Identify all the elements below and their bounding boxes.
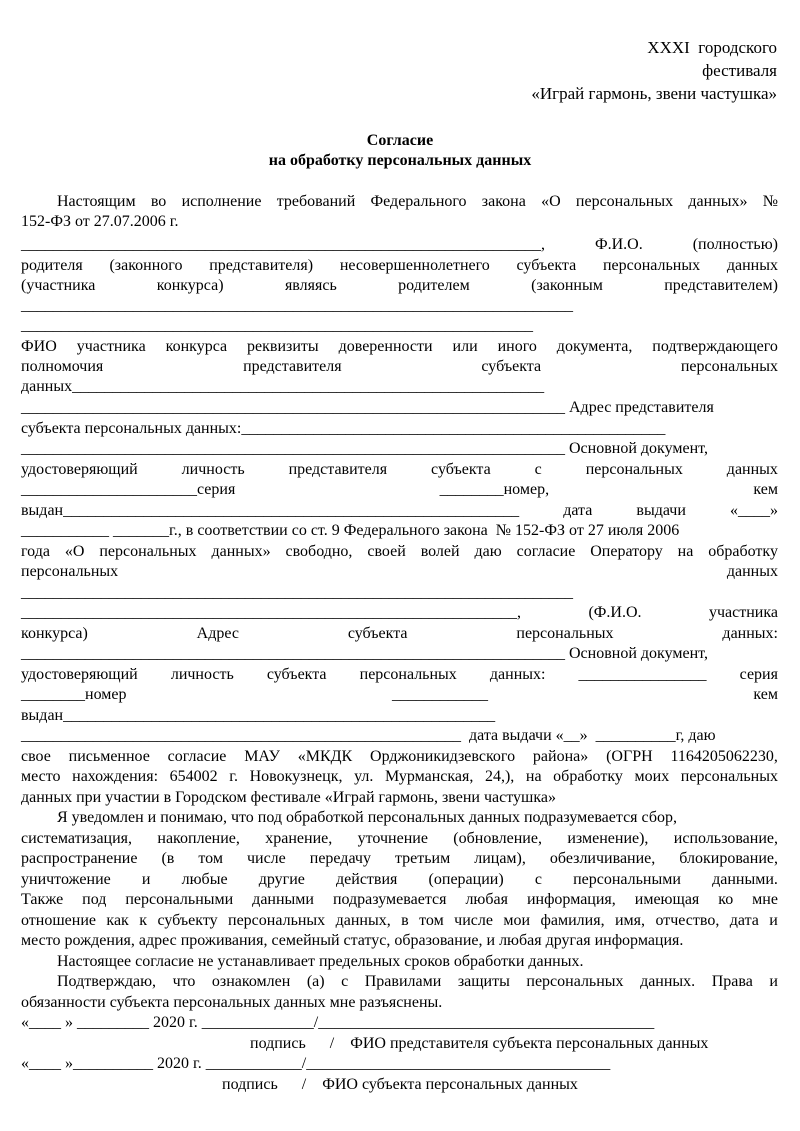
word: года — [21, 543, 50, 560]
word: документа, — [556, 338, 633, 355]
word: передачу — [309, 850, 371, 867]
word: выдачи — [636, 502, 686, 519]
word: свободно, — [285, 543, 353, 560]
word: персональных — [585, 461, 683, 478]
word: требований — [276, 193, 356, 210]
word: Правилами — [364, 973, 442, 990]
word: (Ф.И.О. — [588, 604, 642, 621]
word: ____________ — [391, 686, 488, 703]
word: данными — [252, 891, 314, 908]
word: полномочия — [21, 358, 104, 375]
word: «О — [541, 193, 561, 210]
word: персональных — [602, 257, 701, 274]
word: отношение — [21, 912, 96, 929]
word: реквизиты — [247, 338, 319, 355]
word: числе — [246, 850, 286, 867]
word: блокирование, — [679, 850, 778, 867]
word: ко — [718, 891, 734, 908]
word: третьим — [394, 850, 451, 867]
word: лицам), — [474, 850, 526, 867]
word: _________________________________________________________________, — [21, 236, 545, 253]
word: место — [21, 768, 61, 785]
word: и — [769, 912, 778, 929]
word: другие — [258, 871, 305, 888]
word: (в — [161, 850, 175, 867]
main-document-field: ____________________________________________________________________ Основной документ, — [21, 440, 708, 457]
word: подразумевается — [332, 891, 447, 908]
word: личность — [181, 461, 245, 478]
word: ФИО — [21, 338, 57, 355]
body-line: субъекта персональных данных:_____________________________________________________ — [21, 420, 666, 437]
word: фамилия, — [540, 912, 605, 929]
body-line — [21, 665, 778, 685]
festival-header-line-1: XXXI городского — [647, 38, 777, 57]
word: как — [106, 912, 129, 929]
word: конкурса — [165, 338, 228, 355]
word: данных: — [722, 625, 778, 642]
word: удостоверяющий — [21, 666, 138, 683]
word: ______________________серия — [21, 481, 236, 498]
word: участника — [708, 604, 778, 621]
word: являясь — [284, 277, 337, 294]
word: ________________ — [578, 666, 707, 683]
word: Настоящим — [57, 193, 136, 210]
word: данных» — [211, 543, 271, 560]
word: том — [198, 850, 223, 867]
body-line — [21, 624, 778, 644]
word: представителя) — [209, 257, 314, 274]
word: с — [534, 871, 542, 888]
word: обработку — [553, 768, 623, 785]
word: конкурса) — [156, 277, 224, 294]
body-line: 152-ФЗ от 27.07.2006 г. — [21, 213, 179, 230]
word: района» — [532, 748, 589, 765]
signature-line-subject: «____ »__________ 2020 г. ____________/______________________________________ — [21, 1055, 611, 1072]
word: персональными — [125, 891, 234, 908]
word: персональных — [516, 625, 614, 642]
word: ________номер, — [439, 481, 550, 498]
word: накопление, — [157, 830, 240, 847]
word: кем — [753, 481, 778, 498]
word: использование, — [673, 830, 778, 847]
body-line — [57, 192, 778, 212]
word: участника — [76, 338, 146, 355]
body-line: данных___________________________________________________________ — [21, 378, 545, 395]
word: персональных — [228, 912, 326, 929]
word: имя, — [614, 912, 646, 929]
word: имеющая — [634, 891, 700, 908]
word: согласие — [167, 748, 227, 765]
word: г. — [229, 768, 238, 785]
signature-caption-subject: подпись / ФИО субъекта персональных данных — [222, 1076, 578, 1093]
word: несовершеннолетнего — [339, 257, 490, 274]
word: (а) — [306, 973, 325, 990]
word: нахождения: — [72, 768, 159, 785]
word: защиты — [457, 973, 510, 990]
body-line: место рождения, адрес проживания, семейный статус, образование, и любая другая информация. — [21, 932, 684, 949]
word: своей — [367, 543, 406, 560]
word: представителем) — [664, 277, 778, 294]
word: распространение — [21, 850, 138, 867]
word: ______________________________________________________________, — [21, 604, 521, 621]
word: даю — [474, 543, 502, 560]
word: «____» — [729, 502, 778, 519]
word: ознакомлен — [211, 973, 291, 990]
word: представителя — [243, 358, 342, 375]
issued-by-field — [21, 501, 778, 521]
word: персональных — [575, 193, 674, 210]
word: (обновление, — [453, 830, 542, 847]
word: данными. — [712, 871, 778, 888]
word: субъекту — [157, 912, 218, 929]
word: изменение), — [567, 830, 649, 847]
word: под — [82, 891, 107, 908]
word: Мурманская, — [384, 768, 474, 785]
word: субъекта — [431, 461, 491, 478]
body-line — [21, 747, 778, 767]
word: выдан_________________________________________________________ — [21, 502, 520, 519]
document-subtitle: на обработку персональных данных — [268, 152, 532, 169]
body-line — [57, 972, 778, 992]
word: Ф.И.О. — [594, 236, 643, 253]
word: на — [677, 543, 694, 560]
word: письменное — [68, 748, 150, 765]
body-line — [21, 870, 778, 890]
word: персональных — [359, 666, 457, 683]
word: персональных — [99, 543, 197, 560]
body-line — [21, 276, 778, 296]
body-line: Я уведомлен и понимаю, что под обработкой персональных данных подразумевается сбор, — [57, 809, 677, 826]
word: числе — [454, 912, 493, 929]
body-line: ___________ _______г., в соответствии со ст. 9 Федерального закона № 152-ФЗ от 27 июля 2006 — [21, 522, 680, 539]
blank-line: _____________________________________________________________________ — [21, 297, 573, 314]
word: 654002 — [169, 768, 218, 785]
word: серия — [739, 666, 778, 683]
word: (ОГРН — [606, 748, 653, 765]
word: Права — [711, 973, 753, 990]
word: дата — [729, 912, 759, 929]
word: свое — [21, 748, 51, 765]
word: обезличивание, — [549, 850, 656, 867]
main-document-field: ____________________________________________________________________ Основной документ, — [21, 645, 708, 662]
word: Подтверждаю, — [57, 973, 157, 990]
word: МАУ — [244, 748, 280, 765]
word: 24,), — [484, 768, 515, 785]
word: любые — [181, 871, 228, 888]
word: с — [534, 461, 542, 478]
body-line — [21, 562, 778, 582]
word: 1164205062230, — [670, 748, 778, 765]
word: подтверждающего — [652, 338, 778, 355]
word: родителем — [398, 277, 470, 294]
number-field — [21, 685, 778, 705]
issued-by-field: выдан______________________________________________________ — [21, 707, 496, 724]
passport-series-number-field — [21, 480, 778, 500]
word: данных: — [489, 666, 546, 683]
body-line — [21, 542, 778, 562]
word: что — [172, 973, 196, 990]
word: к — [139, 912, 148, 929]
body-line — [21, 890, 778, 910]
word: персональных — [680, 768, 778, 785]
word: во — [150, 193, 167, 210]
body-line: Настоящее согласие не устанавливает предельных сроков обработки данных. — [57, 953, 584, 970]
word: персональных — [526, 973, 624, 990]
body-line — [21, 911, 778, 931]
word: с — [341, 973, 349, 990]
word: субъекта — [481, 358, 542, 375]
word: ул. — [354, 768, 374, 785]
word: (участника — [21, 277, 96, 294]
word: Орджоникидзевского — [370, 748, 516, 765]
word: данных — [726, 257, 778, 274]
word: хранение, — [265, 830, 333, 847]
word: том — [419, 912, 444, 929]
word: кем — [753, 686, 778, 703]
representative-address-field: ____________________________________________________________________ Адрес представителя — [21, 399, 714, 416]
word: и — [769, 973, 778, 990]
body-line — [21, 460, 778, 480]
word: (законным — [531, 277, 603, 294]
word: удостоверяющий — [21, 461, 138, 478]
word: мне — [752, 891, 778, 908]
word: согласие — [516, 543, 576, 560]
word: субъекта — [266, 666, 327, 683]
word: данных, — [335, 912, 391, 929]
blank-line: _____________________________________________________________________ — [21, 584, 573, 601]
word: и — [141, 871, 151, 888]
word: уточнение — [357, 830, 428, 847]
word: уничтожение — [21, 871, 111, 888]
document-title: Согласие — [366, 132, 434, 149]
word: обработку — [708, 543, 778, 560]
word: данных — [726, 461, 778, 478]
word: отчество, — [655, 912, 720, 929]
word: мои — [503, 912, 531, 929]
fio-participant-field — [21, 603, 778, 623]
word: на — [525, 768, 542, 785]
body-line — [21, 849, 778, 869]
signature-caption-representative: подпись / ФИО представителя субъекта персональных данных — [250, 1035, 709, 1052]
word: Адрес — [196, 625, 239, 642]
word: в — [401, 912, 409, 929]
word: персональных — [21, 563, 119, 580]
word: субъекта — [347, 625, 408, 642]
word: представителя — [288, 461, 388, 478]
body-line — [21, 357, 778, 377]
word: «МКДК — [297, 748, 353, 765]
word: моих — [634, 768, 670, 785]
word: данных» — [688, 193, 748, 210]
word: ________номер — [21, 686, 127, 703]
issue-date-field: _______________________________________________________ дата выдачи «__» __________г, даю — [21, 727, 716, 744]
word: № — [762, 193, 778, 210]
word: или — [452, 338, 478, 355]
word: данных. — [640, 973, 696, 990]
word: данных — [726, 563, 778, 580]
body-line — [21, 829, 778, 849]
body-line — [21, 337, 778, 357]
word: субъекта — [516, 257, 577, 274]
signature-line-representative: «____ » _________ 2020 г. ______________/__________________________________________ — [21, 1014, 655, 1031]
word: личность — [170, 666, 234, 683]
festival-header-line-2: фестиваля — [702, 61, 777, 80]
word: родителя — [21, 257, 83, 274]
word: закона — [481, 193, 526, 210]
word: Федерального — [370, 193, 467, 210]
word: Новокузнецк, — [249, 768, 343, 785]
word: доверенности — [338, 338, 433, 355]
body-line: данных при участии в Городском фестивале «Играй гармонь, звени частушка» — [21, 789, 556, 806]
word: информация, — [526, 891, 616, 908]
word: систематизация, — [21, 830, 133, 847]
word: любая — [465, 891, 508, 908]
word: (законного — [109, 257, 183, 274]
word: исполнение — [181, 193, 262, 210]
word: Также — [21, 891, 64, 908]
word: действия — [336, 871, 398, 888]
word: (операции) — [428, 871, 504, 888]
festival-header-line-3: «Играй гармонь, звени частушка» — [531, 84, 777, 103]
word: персональных — [680, 358, 778, 375]
word: конкурса) — [21, 625, 88, 642]
word: «О — [64, 543, 85, 560]
word: иного — [497, 338, 537, 355]
blank-line: ________________________________________________________________ — [21, 317, 533, 334]
body-line — [21, 256, 778, 276]
word: Оператору — [590, 543, 663, 560]
word: волей — [420, 543, 460, 560]
body-line — [21, 767, 778, 787]
body-line: обязанности субъекта персональных данных мне разъяснены. — [21, 994, 443, 1011]
word: персональными — [573, 871, 681, 888]
fio-representative-field — [21, 235, 778, 255]
word: дата — [563, 502, 593, 519]
word: (полностью) — [692, 236, 778, 253]
